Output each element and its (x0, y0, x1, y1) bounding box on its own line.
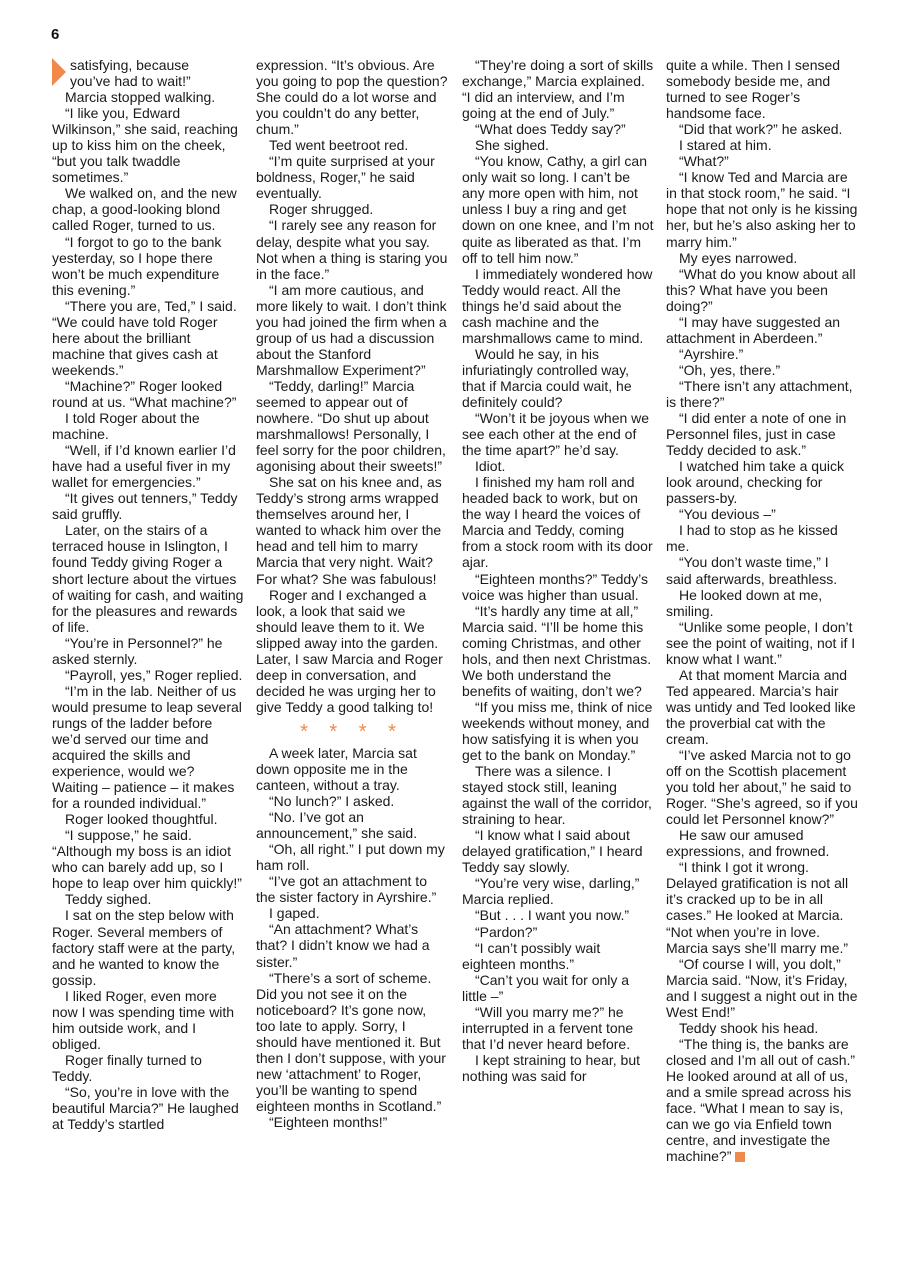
paragraph: I kept straining to hear, but nothing was said for (462, 1051, 640, 1084)
paragraph: “You don’t waste time,” I said afterwards, breathless. (666, 554, 838, 587)
paragraph: “An attachment? What’s that? I didn’t know we had a sister.” (256, 921, 430, 970)
paragraph: quite a while. Then I sensed somebody beside me, and turned to see Roger’s handsome face. (666, 57, 841, 122)
story-column-2 (256, 57, 448, 1130)
section-break-ornament: * * * * (300, 720, 404, 743)
story-column-4 (666, 57, 858, 1164)
paragraph: “I’m in the lab. Neither of us would presume to leap several rungs of the ladder before we’d served our time and acquired the skills and experience, would we? Waiting – patience – it makes for a rounded individual.” (52, 682, 242, 812)
paragraph: Marcia stopped walking. (65, 89, 216, 106)
column-2-part-b (256, 745, 448, 1130)
paragraph: Roger shrugged. (269, 201, 374, 218)
paragraph: “You’re very wise, darling,” Marcia replied. (462, 875, 640, 908)
paragraph: Later, on the stairs of a terraced house in Islington, I found Teddy giving Roger a short lecture about the virtues of waiting for cash, and waiting for the pleasures and rewards of life. (52, 522, 244, 635)
column-2-part-a (256, 57, 448, 715)
paragraph: She sighed. (475, 137, 549, 154)
paragraph: “I know Ted and Marcia are in that stock room,” he said. “I hope that not only is he kissing her, but he’s also asking her to marry him.” (666, 169, 858, 250)
paragraph: I immediately wondered how Teddy would react. All the things he’d said about the cash machine and the marshmallows came to mind. (462, 265, 653, 346)
paragraph: “Will you marry me?” he interrupted in a fervent tone that I’d never heard before. (462, 1003, 634, 1052)
paragraph: Teddy sighed. (65, 891, 152, 908)
paragraph: I sat on the step below with Roger. Several members of factory staff were at the party, and he wanted to know the gossip. (52, 907, 236, 988)
paragraph: satisfying, because (70, 57, 190, 73)
paragraph: Teddy shook his head. (679, 1019, 819, 1036)
paragraph: I told Roger about the machine. (52, 410, 200, 443)
paragraph: “But . . . I want you now.” (475, 907, 630, 924)
paragraph: “I know what I said about delayed gratification,” I heard Teddy say slowly. (462, 827, 643, 876)
paragraph: At that moment Marcia and Ted appeared. Marcia’s hair was untidy and Ted looked like the proverbial cat with the cream. (666, 666, 856, 747)
paragraph: Idiot. (475, 458, 506, 475)
paragraph: “I’m quite surprised at your boldness, Roger,” he said eventually. (256, 153, 435, 202)
paragraph: He looked down at me, smiling. (666, 586, 823, 619)
paragraph: “Of course I will, you dolt,” Marcia said. “Now, it’s Friday, and I suggest a night out in the West End!” (666, 955, 858, 1020)
paragraph: “You devious –” (679, 506, 776, 523)
paragraph: “What does Teddy say?” (475, 121, 626, 138)
paragraph: “It gives out tenners,” Teddy said gruffly. (52, 490, 238, 523)
paragraph: expression. “It’s obvious. Are you going to pop the question? She could do a lot worse and you couldn’t do any better, chum.” (256, 57, 448, 138)
paragraph: “I like you, Edward Wilkinson,” she said, reaching up to kiss him on the cheek, “but you talk twaddle sometimes.” (52, 105, 238, 186)
paragraph: “So, you’re in love with the beautiful Marcia?” He laughed at Teddy’s startled (52, 1084, 239, 1133)
paragraph: A week later, Marcia sat down opposite me in the canteen, without a tray. (256, 744, 417, 794)
paragraph: “There you are, Ted,” I said. “We could have told Roger here about the brilliant machine that gives cash at weekends.” (52, 297, 237, 378)
paragraph: “Can’t you wait for only a little –” (462, 971, 630, 1004)
paragraph: She sat on his knee and, as Teddy’s strong arms wrapped themselves around her, I wanted to whack him over the head and tell him to marry Marcia that very night. Wait? For what? She was fabulous! (256, 474, 442, 587)
paragraph: “Eighteen months!” (269, 1114, 388, 1130)
paragraph: “Teddy, darling!” Marcia seemed to appear out of nowhere. “Do shut up about marshmallows! Personally, I feel sorry for the poor children, agonising about their sweets!” (256, 377, 446, 475)
paragraph: “Machine?” Roger looked round at us. “What machine?” (52, 377, 237, 410)
story-column-1 (52, 57, 244, 1132)
paragraph: Ted went beetroot red. (269, 137, 409, 154)
paragraph: “There isn’t any attachment, is there?” (666, 377, 853, 410)
paragraph: He saw our amused expressions, and frowned. (666, 827, 830, 860)
paragraph: “I am more cautious, and more likely to wait. I don’t think you had joined the firm when a group of us had a discussion about the Stanford Marshmallow Experiment?” (256, 281, 447, 378)
paragraph: “I’ve got an attachment to the sister factory in Ayrshire.” (256, 873, 437, 906)
paragraph: “I forgot to go to the bank yesterday, so I hope there won’t be much expenditure this evening.” (52, 233, 222, 298)
paragraph: “I’ve asked Marcia not to go off on the Scottish placement you told her about,” he said to Roger. “She’s agreed, so if you could let Personnel know?” (666, 747, 858, 828)
paragraph: “I think I got it wrong. Delayed gratification is not all it’s cracked up to be in all cases.” He looked at Marcia. “Not when you’re in love. Marcia says she’ll marry me.” (666, 859, 849, 956)
paragraph: I watched him take a quick look around, checking for passers-by. (666, 458, 844, 507)
paragraph: “I suppose,” he said. “Although my boss is an idiot who can barely add up, so I hope to leap over him quickly!” (52, 827, 242, 892)
paragraph: “The thing is, the banks are closed and I’m all out of cash.” He looked around at all of us, and a smile spread across his face. “What I mean to say is, can we go via Enfield town centre, and investigate the machine?” (666, 1035, 856, 1165)
paragraph: “Oh, yes, there.” (679, 361, 781, 378)
page-number: 6 (51, 26, 60, 43)
paragraph: “Well, if I’d known earlier I’d have had a useful fiver in my wallet for emergencies.” (52, 442, 236, 491)
paragraph: My eyes narrowed. (679, 249, 798, 266)
paragraph: “No. I’ve got an announcement,” she said. (256, 809, 418, 842)
paragraph: “I rarely see any reason for delay, despite what you say. Not when a thing is staring you in the face.” (256, 217, 448, 282)
paragraph: “Ayrshire.” (679, 345, 744, 362)
paragraph: “No lunch?” I asked. (269, 793, 395, 810)
story-column-3 (462, 57, 654, 1084)
paragraph: “Oh, all right.” I put down my ham roll. (256, 841, 445, 874)
paragraph: Roger looked thoughtful. (65, 811, 218, 828)
end-of-story-square-icon (735, 1152, 745, 1162)
paragraph: “Pardon?” (475, 923, 538, 940)
paragraph: Would he say, in his infuriatingly controlled way, that if Marcia could wait, he definitely could? (462, 345, 632, 410)
paragraph: “You’re in Personnel?” he asked sternly. (52, 634, 223, 667)
paragraph: “What?” (679, 153, 729, 170)
paragraph: “Eighteen months?” Teddy’s voice was higher than usual. (462, 570, 649, 603)
paragraph: “Payroll, yes,” Roger replied. (65, 666, 243, 683)
paragraph: “I may have suggested an attachment in Aberdeen.” (666, 313, 841, 346)
paragraph: “It’s hardly any time at all,” Marcia said. “I’ll be home this coming Christmas, and other hols, and then next Christmas. We both understand the benefits of waiting, don’t we? (462, 602, 652, 699)
paragraph: “If you miss me, think of nice weekends without money, and how satisfying it is when you get to the bank on Monday.” (462, 698, 653, 764)
paragraph: “What do you know about all this? What have you been doing?” (666, 265, 856, 314)
paragraph: There was a silence. I stayed stock still, leaning against the wall of the corridor, straining to hear. (462, 763, 652, 828)
paragraph: “Won’t it be joyous when we see each other at the end of the time apart?” he’d say. (462, 410, 650, 459)
paragraph: Roger finally turned to Teddy. (52, 1051, 202, 1084)
paragraph: Roger and I exchanged a look, a look that said we should leave them to it. We slipped away into the garden. Later, I saw Marcia and Roger deep in conversation, and decided he was urging her to give Teddy a good talking to! (256, 586, 443, 715)
paragraph: I liked Roger, even more now I was spending time with him outside work, and I obliged. (52, 987, 235, 1052)
paragraph: I finished my ham roll and headed back to work, but on the way I heard the voices of Marcia and Teddy, coming from a stock room with its door ajar. (462, 474, 653, 571)
paragraph: you’ve had to wait!” (70, 73, 191, 90)
paragraph: I gaped. (269, 905, 320, 922)
paragraph: “There’s a sort of scheme. Did you not see it on the noticeboard? It’s gone now, too late to apply. Sorry, I should have mentioned it. But then I don’t suppose, with your new ‘attachment’ to Roger, you’ll be wanting to spend eighteen months in Scotland.” (256, 969, 446, 1114)
paragraph: “They’re doing a sort of skills exchange,” Marcia explained. “I did an interview, and I’m going at the end of July.” (462, 57, 654, 122)
paragraph: We walked on, and the new chap, a good-looking blond called Roger, turned to us. (52, 185, 237, 234)
paragraph: “I did enter a note of one in Personnel files, just in case Teddy decided to ask.” (666, 410, 847, 459)
paragraph: I stared at him. (679, 137, 772, 154)
paragraph: “Unlike some people, I don’t see the point of waiting, not if I know what I want.” (666, 618, 856, 667)
paragraph: I had to stop as he kissed me. (666, 522, 838, 555)
paragraph: “I can’t possibly wait eighteen months.” (462, 939, 601, 972)
paragraph: “You know, Cathy, a girl can only wait so long. I can’t be any more open with him, not unless I buy a ring and get down on one knee, and I’m not quite as liberated as that. I’m off to tell him now.” (462, 153, 654, 266)
paragraph: “Did that work?” he asked. (679, 121, 843, 138)
